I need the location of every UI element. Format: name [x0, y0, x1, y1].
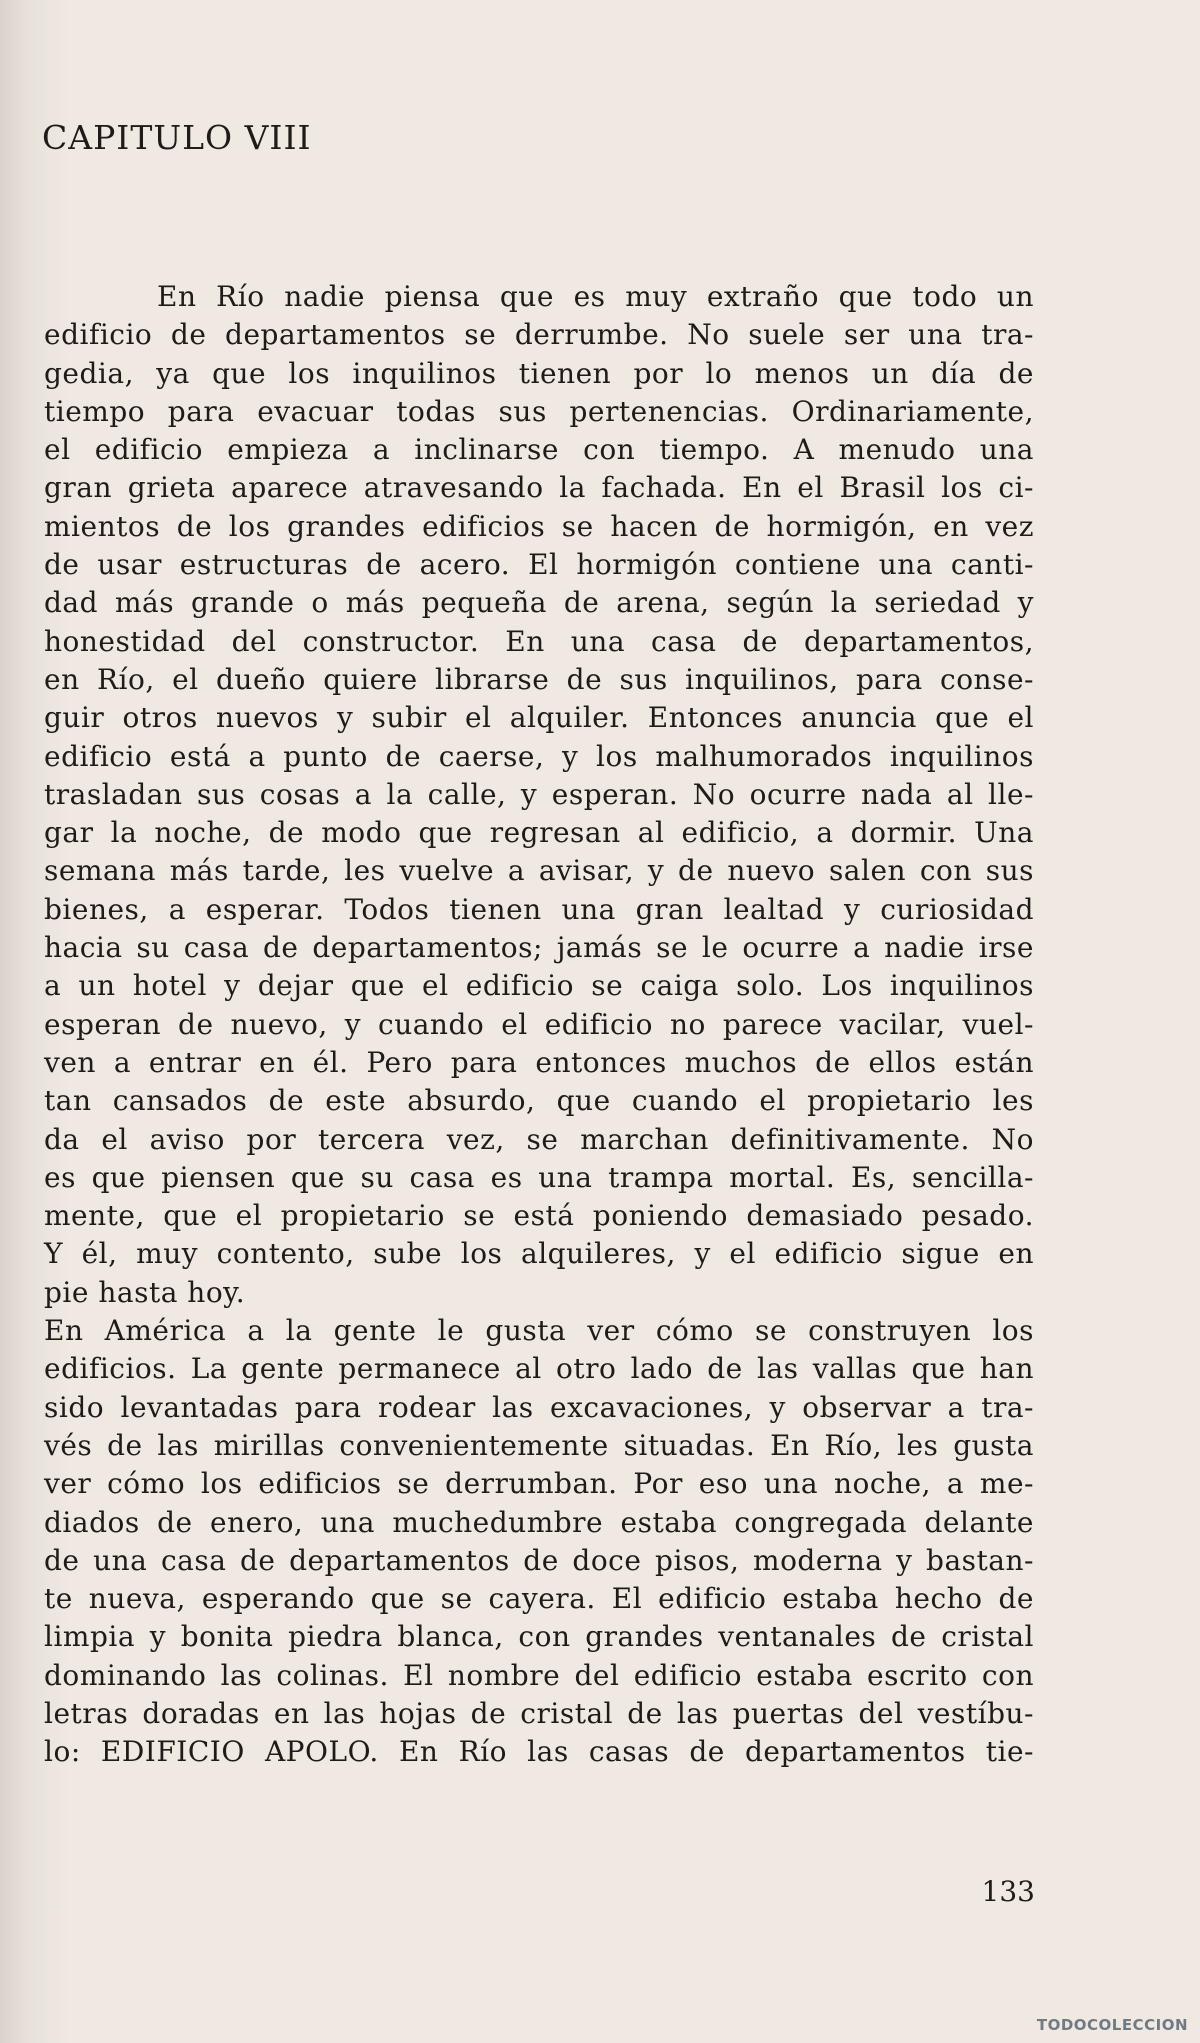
text-line: en Río, el dueño quiere librarse de sus inquilinos, para conse-	[44, 662, 1034, 696]
text-line: edificio de departamentos se derrumbe. No suele ser una tra-	[44, 318, 1034, 352]
text-line: ven a entrar en él. Pero para entonces muchos de ellos están	[44, 1045, 1034, 1079]
paragraph	[44, 1312, 1034, 1772]
text-line: edificios. La gente permanece al otro lado de las vallas que han	[44, 1352, 1034, 1386]
text-line: de una casa de departamentos de doce pisos, moderna y bastan-	[44, 1543, 1034, 1577]
text-line: bienes, a esperar. Todos tienen una gran lealtad y curiosidad	[44, 892, 1034, 926]
body-text	[44, 278, 1034, 1772]
text-line: es que piensen que su casa es una trampa mortal. Es, sencilla-	[44, 1160, 1034, 1194]
text-line: mente, que el propietario se está poniendo demasiado pesado.	[44, 1199, 1034, 1233]
text-line: el edificio empieza a inclinarse con tiempo. A menudo una	[44, 433, 1034, 467]
text-line: gedia, ya que los inquilinos tienen por lo menos un día de	[44, 356, 1034, 390]
paragraph	[44, 278, 1034, 1312]
text-line: Y él, muy contento, sube los alquileres, y el edificio sigue en	[44, 1237, 1034, 1271]
text-line: honestidad del constructor. En una casa de departamentos,	[44, 624, 1034, 658]
text-line: gar la noche, de modo que regresan al edificio, a dormir. Una	[44, 816, 1034, 850]
text-line: gran grieta aparece atravesando la fachada. En el Brasil los ci-	[44, 471, 1034, 505]
text-line: semana más tarde, les vuelve a avisar, y de nuevo salen con sus	[44, 854, 1034, 888]
text-line: a un hotel y dejar que el edificio se caiga solo. Los inquilinos	[44, 969, 1034, 1003]
text-line: En Río nadie piensa que es muy extraño que todo un	[157, 280, 1034, 313]
watermark: TODOCOLECCION	[1036, 2016, 1188, 2034]
text-line: hacia su casa de departamentos; jamás se le ocurre a nadie irse	[44, 931, 1034, 965]
text-line: te nueva, esperando que se cayera. El edificio estaba hecho de	[44, 1582, 1034, 1616]
text-line: letras doradas en las hojas de cristal de las puertas del vestíbu-	[44, 1696, 1034, 1730]
text-line: vés de las mirillas convenientemente situadas. En Río, les gusta	[44, 1428, 1034, 1462]
text-line: esperan de nuevo, y cuando el edificio no parece vacilar, vuel-	[44, 1007, 1034, 1041]
chapter-heading: CAPITULO VIII	[42, 118, 312, 157]
page-number: 133	[981, 1875, 1035, 1908]
text-line: trasladan sus cosas a la calle, y esperan. No ocurre nada al lle-	[44, 777, 1034, 811]
text-line: dominando las colinas. El nombre del edificio estaba escrito con	[44, 1658, 1034, 1692]
text-line: sido levantadas para rodear las excavaciones, y observar a tra-	[44, 1390, 1034, 1424]
text-line: limpia y bonita piedra blanca, con grandes ventanales de cristal	[44, 1620, 1034, 1654]
text-line: En América a la gente le gusta ver cómo se construyen los	[44, 1314, 1034, 1348]
text-line: da el aviso por tercera vez, se marchan definitivamente. No	[44, 1122, 1034, 1156]
text-line: guir otros nuevos y subir el alquiler. Entonces anuncia que el	[44, 701, 1034, 735]
text-line: pie hasta hoy.	[44, 1275, 246, 1309]
text-line: edificio está a punto de caerse, y los malhumorados inquilinos	[44, 739, 1034, 773]
text-line: mientos de los grandes edificios se hacen de hormigón, en vez	[44, 509, 1034, 543]
text-line: tiempo para evacuar todas sus pertenencias. Ordinariamente,	[44, 394, 1034, 428]
text-line: de usar estructuras de acero. El hormigón contiene una canti-	[44, 548, 1034, 582]
text-line: tan cansados de este absurdo, que cuando el propietario les	[44, 1084, 1034, 1118]
text-line: dad más grande o más pequeña de arena, según la seriedad y	[44, 586, 1034, 620]
text-line: lo: EDIFICIO APOLO. En Río las casas de departamentos tie-	[44, 1735, 1034, 1769]
text-line: ver cómo los edificios se derrumban. Por eso una noche, a me-	[44, 1467, 1034, 1501]
text-line: diados de enero, una muchedumbre estaba congregada delante	[44, 1505, 1034, 1539]
